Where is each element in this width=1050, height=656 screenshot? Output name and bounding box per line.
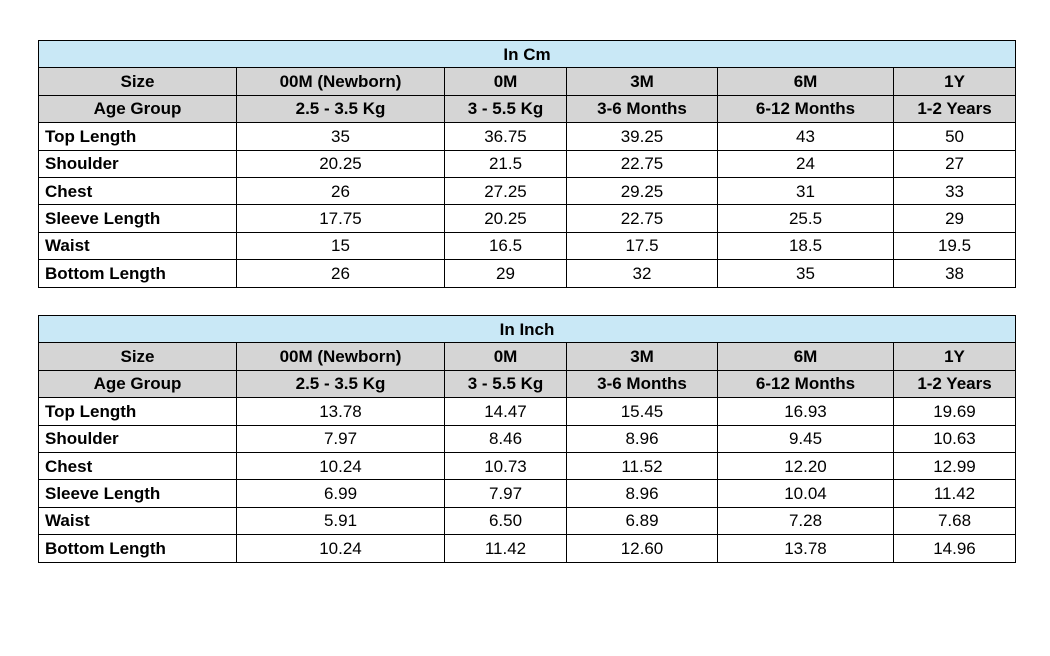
- table-cell: 13.78: [718, 535, 894, 562]
- table-cell: 6.99: [237, 480, 445, 507]
- header-cell: 1-2 Years: [894, 370, 1016, 397]
- table-cell: 10.04: [718, 480, 894, 507]
- row-label: Top Length: [39, 123, 237, 150]
- row-label: Sleeve Length: [39, 480, 237, 507]
- table-cell: 10.73: [445, 452, 567, 479]
- table-cell: 35: [718, 260, 894, 287]
- header-cell: 6-12 Months: [718, 95, 894, 122]
- row-label: Chest: [39, 452, 237, 479]
- table-cell: 8.46: [445, 425, 567, 452]
- table-cell: 50: [894, 123, 1016, 150]
- header-cell: 6M: [718, 343, 894, 370]
- table-row: [39, 425, 1016, 452]
- header-cell: 3M: [567, 343, 718, 370]
- table-cell: 14.96: [894, 535, 1016, 562]
- header-cell: 6M: [718, 68, 894, 95]
- row-label: Waist: [39, 232, 237, 259]
- table-cell: 31: [718, 177, 894, 204]
- table-cell: 12.99: [894, 452, 1016, 479]
- table-cell: 39.25: [567, 123, 718, 150]
- table-cell: 7.97: [237, 425, 445, 452]
- age-group-header-row: [39, 95, 1016, 122]
- table-row: [39, 150, 1016, 177]
- header-cell: Size: [39, 68, 237, 95]
- table-cell: 16.93: [718, 398, 894, 425]
- row-label: Bottom Length: [39, 260, 237, 287]
- table-cell: 20.25: [445, 205, 567, 232]
- table-cell: 16.5: [445, 232, 567, 259]
- table-cell: 43: [718, 123, 894, 150]
- table-row: [39, 123, 1016, 150]
- table-title-row: [39, 41, 1016, 68]
- table-cell: 38: [894, 260, 1016, 287]
- table-cell: 13.78: [237, 398, 445, 425]
- table-title: In Inch: [39, 316, 1016, 343]
- table-cell: 36.75: [445, 123, 567, 150]
- header-cell: 3 - 5.5 Kg: [445, 95, 567, 122]
- header-cell: 00M (Newborn): [237, 343, 445, 370]
- table-cell: 25.5: [718, 205, 894, 232]
- table-row: [39, 205, 1016, 232]
- table-cell: 6.89: [567, 507, 718, 534]
- header-cell: 1Y: [894, 68, 1016, 95]
- table-row: [39, 232, 1016, 259]
- header-cell: 2.5 - 3.5 Kg: [237, 95, 445, 122]
- header-cell: Size: [39, 343, 237, 370]
- header-cell: 3-6 Months: [567, 95, 718, 122]
- header-cell: 1-2 Years: [894, 95, 1016, 122]
- table-row: [39, 507, 1016, 534]
- header-cell: Age Group: [39, 370, 237, 397]
- table-cell: 12.60: [567, 535, 718, 562]
- table-cell: 18.5: [718, 232, 894, 259]
- table-cell: 5.91: [237, 507, 445, 534]
- row-label: Bottom Length: [39, 535, 237, 562]
- header-cell: 0M: [445, 343, 567, 370]
- table-cell: 15.45: [567, 398, 718, 425]
- header-cell: 6-12 Months: [718, 370, 894, 397]
- table-cell: 8.96: [567, 480, 718, 507]
- table-cell: 21.5: [445, 150, 567, 177]
- table-cell: 10.24: [237, 452, 445, 479]
- table-row: [39, 260, 1016, 287]
- table-row: [39, 452, 1016, 479]
- table-cell: 19.5: [894, 232, 1016, 259]
- table-cell: 6.50: [445, 507, 567, 534]
- size-chart-cm-table: [38, 40, 1016, 288]
- row-label: Chest: [39, 177, 237, 204]
- table-cell: 7.97: [445, 480, 567, 507]
- table-cell: 29: [445, 260, 567, 287]
- header-cell: 3-6 Months: [567, 370, 718, 397]
- table-cell: 15: [237, 232, 445, 259]
- table-cell: 10.63: [894, 425, 1016, 452]
- table-cell: 17.75: [237, 205, 445, 232]
- table-cell: 7.68: [894, 507, 1016, 534]
- table-row: [39, 480, 1016, 507]
- table-cell: 29.25: [567, 177, 718, 204]
- table-cell: 27.25: [445, 177, 567, 204]
- table-cell: 32: [567, 260, 718, 287]
- table-cell: 35: [237, 123, 445, 150]
- table-cell: 26: [237, 177, 445, 204]
- table-cell: 22.75: [567, 150, 718, 177]
- row-label: Shoulder: [39, 150, 237, 177]
- table-cell: 29: [894, 205, 1016, 232]
- table-row: [39, 535, 1016, 562]
- table-cell: 24: [718, 150, 894, 177]
- header-cell: 3 - 5.5 Kg: [445, 370, 567, 397]
- header-cell: 1Y: [894, 343, 1016, 370]
- table-cell: 33: [894, 177, 1016, 204]
- table-cell: 9.45: [718, 425, 894, 452]
- table-title-row: [39, 316, 1016, 343]
- table-cell: 27: [894, 150, 1016, 177]
- size-chart-inch-table: [38, 315, 1016, 563]
- row-label: Top Length: [39, 398, 237, 425]
- table-cell: 11.42: [894, 480, 1016, 507]
- table-cell: 26: [237, 260, 445, 287]
- header-cell: 3M: [567, 68, 718, 95]
- table-cell: 11.42: [445, 535, 567, 562]
- table-cell: 12.20: [718, 452, 894, 479]
- table-cell: 17.5: [567, 232, 718, 259]
- age-group-header-row: [39, 370, 1016, 397]
- header-cell: 2.5 - 3.5 Kg: [237, 370, 445, 397]
- table-cell: 20.25: [237, 150, 445, 177]
- table-cell: 14.47: [445, 398, 567, 425]
- header-cell: Age Group: [39, 95, 237, 122]
- row-label: Waist: [39, 507, 237, 534]
- table-cell: 8.96: [567, 425, 718, 452]
- table-cell: 22.75: [567, 205, 718, 232]
- row-label: Shoulder: [39, 425, 237, 452]
- table-cell: 11.52: [567, 452, 718, 479]
- table-cell: 7.28: [718, 507, 894, 534]
- table-title: In Cm: [39, 41, 1016, 68]
- table-cell: 10.24: [237, 535, 445, 562]
- table-row: [39, 177, 1016, 204]
- row-label: Sleeve Length: [39, 205, 237, 232]
- table-row: [39, 398, 1016, 425]
- header-cell: 0M: [445, 68, 567, 95]
- header-cell: 00M (Newborn): [237, 68, 445, 95]
- size-header-row: [39, 343, 1016, 370]
- table-cell: 19.69: [894, 398, 1016, 425]
- size-header-row: [39, 68, 1016, 95]
